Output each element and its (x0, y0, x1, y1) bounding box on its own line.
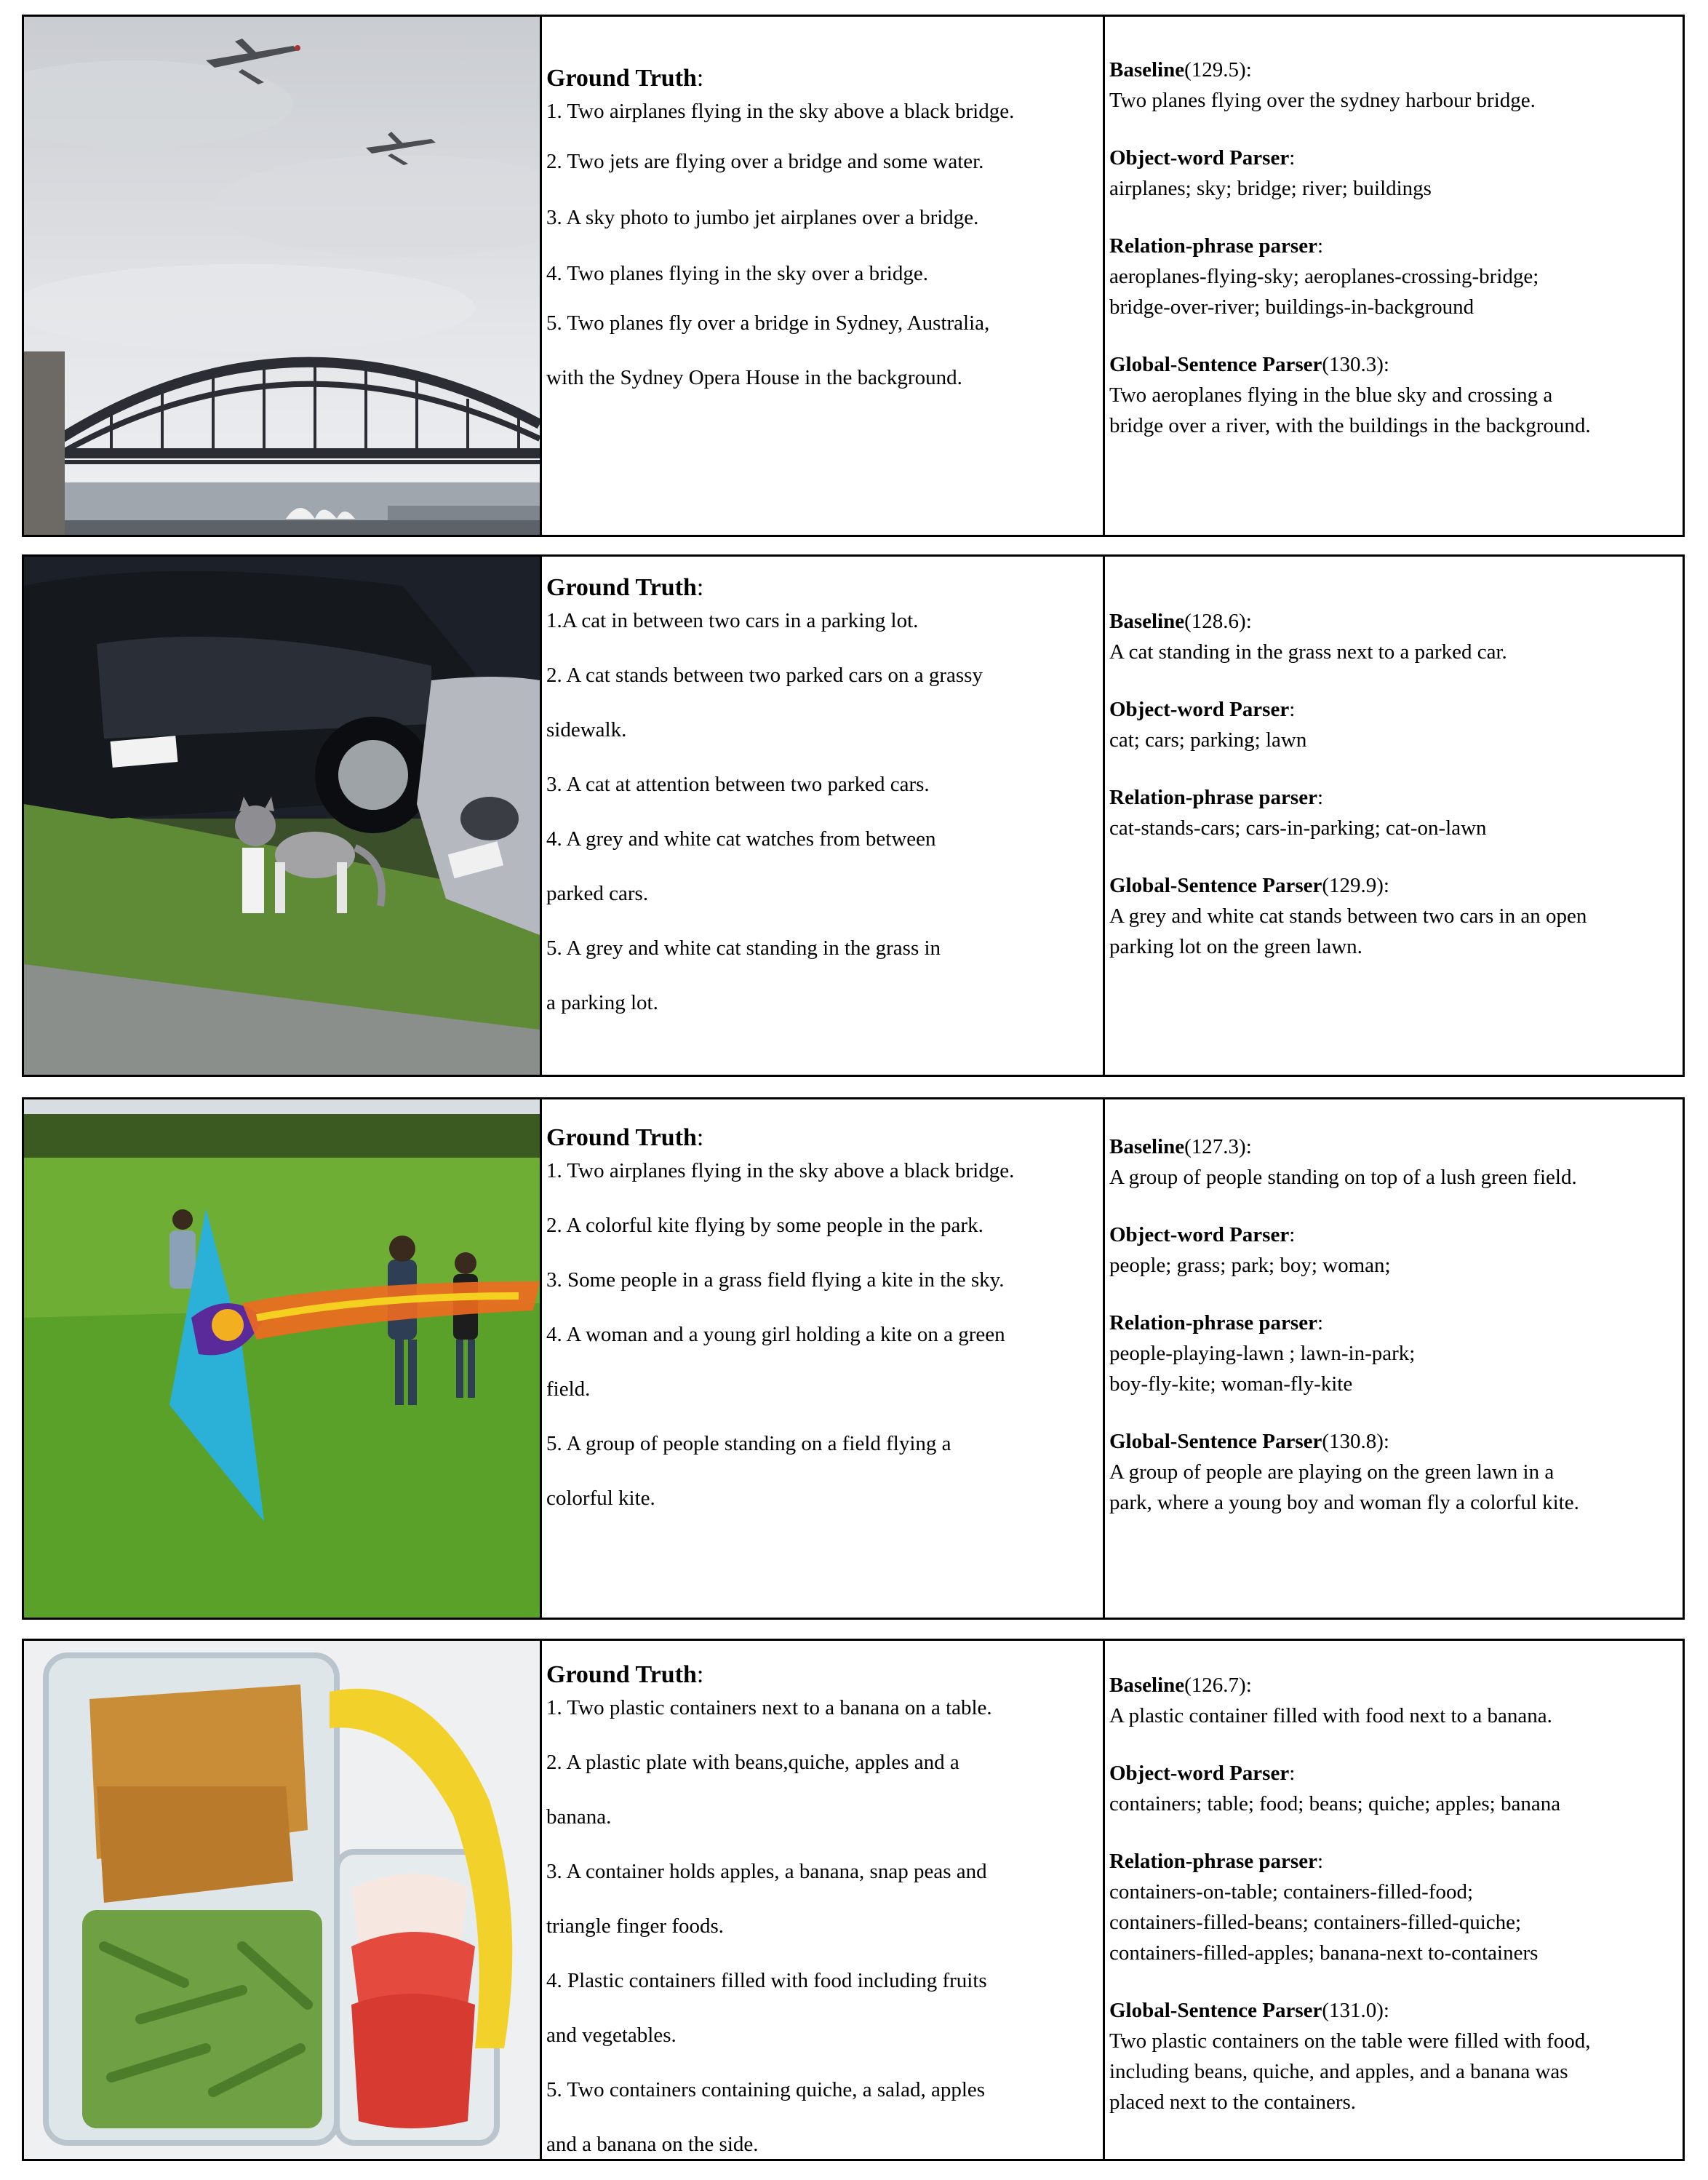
relation-parser-result: Relation-phrase parser: aeroplanes-flying-sky; aeroplanes-crossing-bridge; bridge-over-river; buildings-in-background (1109, 234, 1539, 319)
gt-caption: and vegetables. (546, 2024, 677, 2047)
gt-caption: field. (546, 1377, 591, 1401)
example-row-2 (22, 554, 1685, 1077)
gt-caption: 4. Two planes flying in the sky over a bridge. (546, 262, 928, 285)
gt-caption: 2. Two jets are flying over a bridge and some water. (546, 150, 984, 173)
gt-caption: sidewalk. (546, 718, 627, 741)
gt-caption: 1. Two plastic containers next to a banana on a table. (546, 1696, 992, 1719)
baseline-result: Baseline(126.7): A plastic container filled with food next to a banana. (1109, 1674, 1552, 1727)
ground-truth-panel (542, 17, 1105, 535)
global-parser-result: Global-Sentence Parser(130.8): A group of people are playing on the green lawn in a park, where a young boy and woman fly a colorful kite. (1109, 1430, 1579, 1514)
ground-truth-panel (542, 1099, 1105, 1618)
example-row-1 (22, 15, 1685, 537)
gt-caption: colorful kite. (546, 1487, 655, 1510)
relation-parser-result: Relation-phrase parser: cat-stands-cars; cars-in-parking; cat-on-lawn (1109, 786, 1487, 840)
ground-truth-title: Ground Truth: (546, 1661, 704, 1688)
gt-caption: triangle finger foods. (546, 1914, 725, 1938)
cat-cars-illustration (24, 557, 540, 1075)
gt-caption: 1.A cat in between two cars in a parking lot. (546, 609, 919, 632)
gt-caption: and a banana on the side. (546, 2133, 759, 2156)
gt-caption: 1. Two airplanes flying in the sky above a black bridge. (546, 100, 1015, 123)
gt-caption: 5. A group of people standing on a field flying a (546, 1432, 951, 1455)
gt-caption: 3. Some people in a grass field flying a kite in the sky. (546, 1268, 1005, 1292)
gt-caption: 5. Two planes fly over a bridge in Sydney, Australia, (546, 311, 990, 335)
gt-caption: 4. A woman and a young girl holding a kite on a green (546, 1323, 1005, 1346)
object-parser-result: Object-word Parser: containers; table; food; beans; quiche; apples; banana (1109, 1762, 1561, 1815)
relation-parser-result: Relation-phrase parser: containers-on-table; containers-filled-food; containers-filled-beans; containers-filled-quiche; containers-filled-apples; banana-next to-containers (1109, 1850, 1539, 1965)
gt-caption: 4. Plastic containers filled with food including fruits (546, 1969, 987, 1992)
example-row-4 (22, 1639, 1685, 2161)
gt-caption: 3. A container holds apples, a banana, snap peas and (546, 1860, 987, 1883)
relation-parser-result: Relation-phrase parser: people-playing-lawn ; lawn-in-park; boy-fly-kite; woman-fly-kite (1109, 1311, 1416, 1396)
gt-caption: 2. A plastic plate with beans,quiche, apples and a (546, 1751, 959, 1774)
gt-caption: parked cars. (546, 882, 649, 905)
ground-truth-title: Ground Truth: (546, 65, 704, 92)
results-panel (1105, 557, 1683, 1075)
example-row-3 (22, 1097, 1685, 1620)
photo-lunch-containers (24, 1641, 542, 2159)
baseline-result: Baseline(127.3): A group of people standing on top of a lush green field. (1109, 1135, 1577, 1189)
lunch-containers-illustration (24, 1641, 540, 2159)
baseline-result: Baseline(129.5): Two planes flying over the sydney harbour bridge. (1109, 58, 1536, 112)
apple-slices-icon (351, 1874, 475, 2128)
ground-truth-panel (542, 557, 1105, 1075)
gt-caption: 3. A cat at attention between two parked cars. (546, 773, 930, 796)
kite-park-illustration (24, 1099, 540, 1618)
results-panel (1105, 1099, 1683, 1618)
photo-airplanes-bridge (24, 17, 542, 535)
baseline-result: Baseline(128.6): A cat standing in the grass next to a parked car. (1109, 610, 1507, 664)
photo-kite-park (24, 1099, 542, 1618)
gt-caption: 2. A colorful kite flying by some people in the park. (546, 1214, 983, 1237)
gt-caption: 5. A grey and white cat standing in the grass in (546, 936, 941, 960)
peas-icon (82, 1910, 322, 2128)
gt-caption: 4. A grey and white cat watches from between (546, 827, 936, 851)
results-panel (1105, 1641, 1683, 2159)
airplanes-bridge-illustration (24, 17, 540, 535)
gt-caption: a parking lot. (546, 991, 658, 1014)
results-panel (1105, 17, 1683, 535)
gt-caption: with the Sydney Opera House in the background. (546, 366, 962, 389)
ground-truth-panel (542, 1641, 1105, 2159)
gt-caption: 3. A sky photo to jumbo jet airplanes over a bridge. (546, 206, 979, 229)
gt-caption: 5. Two containers containing quiche, a salad, apples (546, 2078, 986, 2101)
object-parser-result: Object-word Parser: cat; cars; parking; lawn (1109, 698, 1307, 752)
object-parser-result: Object-word Parser: people; grass; park; boy; woman; (1109, 1223, 1391, 1277)
gt-caption: 2. A cat stands between two parked cars on a grassy (546, 664, 983, 687)
global-parser-result: Global-Sentence Parser(129.9): A grey and white cat stands between two cars in an open parking lot on the green lawn. (1109, 874, 1587, 958)
global-parser-result: Global-Sentence Parser(130.3): Two aeroplanes flying in the blue sky and crossing a bridge over a river, with the buildings in the background. (1109, 353, 1591, 437)
ground-truth-title: Ground Truth: (546, 1124, 704, 1151)
gt-caption: 1. Two airplanes flying in the sky above a black bridge. (546, 1159, 1015, 1182)
object-parser-result: Object-word Parser: airplanes; sky; bridge; river; buildings (1109, 146, 1432, 200)
ground-truth-title: Ground Truth: (546, 574, 704, 601)
photo-cat-cars (24, 557, 542, 1075)
global-parser-result: Global-Sentence Parser(131.0): Two plastic containers on the table were filled with food, including beans, quiche, and apples, and a banana was placed next to the containers. (1109, 1999, 1591, 2114)
gt-caption: banana. (546, 1805, 612, 1829)
